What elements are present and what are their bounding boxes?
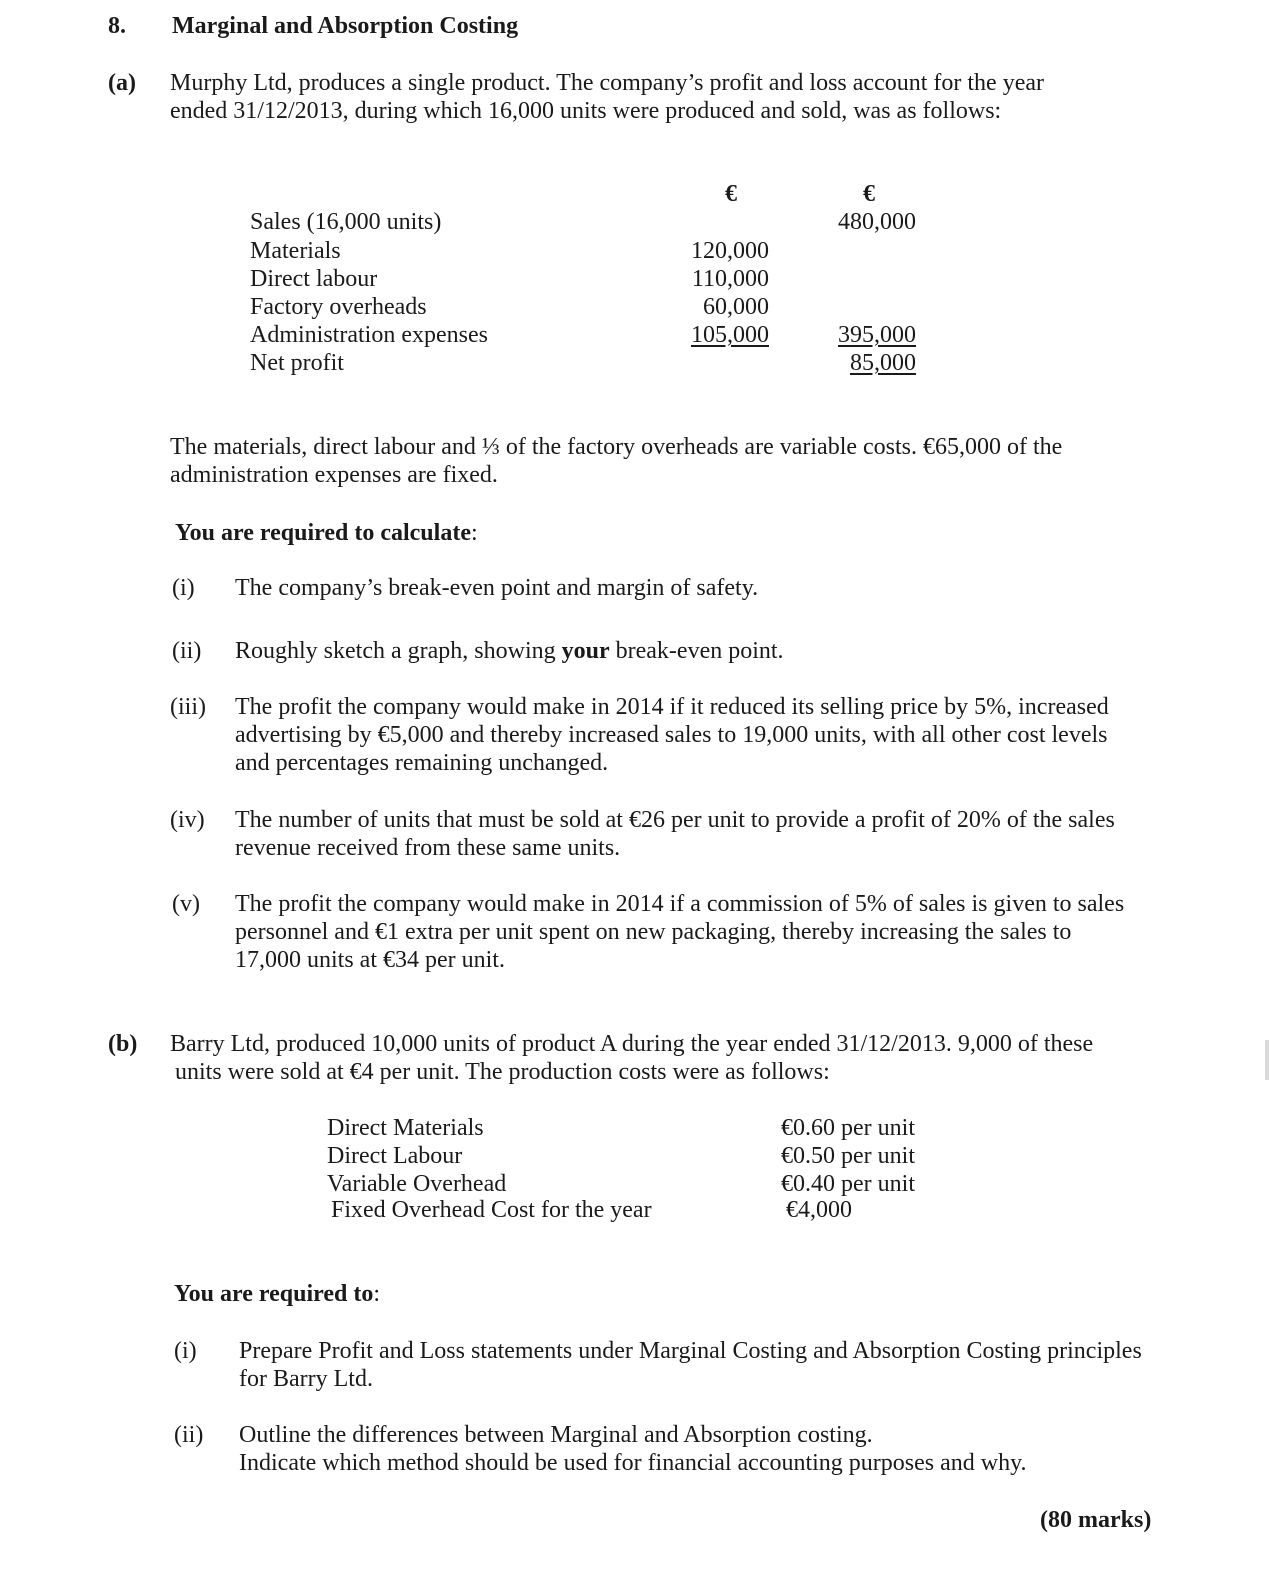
item-text: The number of units that must be sold at €26 per unit to provide a profit of 20% of the sales	[235, 807, 1115, 833]
item-text: revenue received from these same units.	[235, 835, 621, 861]
marks-total: (80 marks)	[1040, 1507, 1152, 1533]
scan-edge-mark	[1265, 1040, 1269, 1080]
part-a-label: (a)	[108, 70, 136, 96]
item-text: 17,000 units at €34 per unit.	[235, 947, 505, 973]
part-a-intro-line-1: Murphy Ltd, produces a single product. The company’s profit and loss account for the year	[170, 70, 1044, 96]
item-label: (i)	[172, 575, 195, 601]
table-row-label: Administration expenses	[250, 322, 488, 348]
item-text: and percentages remaining unchanged.	[235, 750, 609, 776]
item-text: personnel and €1 extra per unit spent on new packaging, thereby increasing the sales to	[235, 919, 1072, 945]
item-text: Indicate which method should be used for financial accounting purposes and why.	[239, 1450, 1027, 1476]
table-row-label: Sales (16,000 units)	[250, 209, 442, 235]
cost-value: €4,000	[786, 1197, 852, 1223]
item-text: The profit the company would make in 2014 if it reduced its selling price by 5%, increased	[235, 694, 1109, 720]
cost-label: Fixed Overhead Cost for the year	[331, 1197, 652, 1223]
part-b-intro-line-2: units were sold at €4 per unit. The production costs were as follows:	[175, 1059, 830, 1085]
cost-label: Direct Labour	[327, 1143, 463, 1169]
table-row-col1: 105,000	[691, 322, 769, 348]
part-a-note-line-1: The materials, direct labour and ⅓ of the factory overheads are variable costs. €65,000 of the	[170, 434, 1063, 460]
cost-value: €0.40 per unit	[781, 1171, 915, 1197]
part-a-required-heading: You are required to calculate:	[175, 520, 478, 546]
part-a-note-line-2: administration expenses are fixed.	[170, 462, 498, 488]
table-row-label: Direct labour	[250, 266, 378, 292]
cost-label: Direct Materials	[327, 1115, 484, 1141]
part-a-intro-line-2: ended 31/12/2013, during which 16,000 units were produced and sold, was as follows:	[170, 98, 1002, 124]
question-title: Marginal and Absorption Costing	[172, 13, 519, 39]
table-row-label: Materials	[250, 238, 341, 264]
part-b-intro-line-1: Barry Ltd, produced 10,000 units of product A during the year ended 31/12/2013. 9,000 of these	[170, 1031, 1094, 1057]
question-number: 8.	[108, 13, 126, 39]
item-text: advertising by €5,000 and thereby increased sales to 19,000 units, with all other cost levels	[235, 722, 1108, 748]
item-text: The profit the company would make in 2014 if a commission of 5% of sales is given to sales	[235, 891, 1125, 917]
item-label: (ii)	[172, 638, 202, 664]
table-row-label: Factory overheads	[250, 294, 427, 320]
table-row-col2: 395,000	[838, 322, 916, 348]
item-text: for Barry Ltd.	[239, 1366, 373, 1392]
table-row-col1: 60,000	[703, 294, 769, 320]
cost-value: €0.50 per unit	[781, 1143, 915, 1169]
table-col1-header: €	[725, 181, 737, 207]
cost-value: €0.60 per unit	[781, 1115, 915, 1141]
item-text: Prepare Profit and Loss statements under Marginal Costing and Absorption Costing principles	[239, 1338, 1142, 1364]
table-row-col1: 110,000	[691, 266, 769, 292]
cost-label: Variable Overhead	[327, 1171, 507, 1197]
table-row-col2: 85,000	[850, 350, 916, 376]
part-b-label: (b)	[108, 1031, 138, 1057]
table-row-col2: 480,000	[838, 209, 916, 235]
item-label: (i)	[174, 1338, 197, 1364]
item-text: The company’s break-even point and margin of safety.	[235, 575, 759, 601]
table-col2-header: €	[863, 181, 875, 207]
item-label: (v)	[172, 891, 200, 917]
part-b-required-heading: You are required to:	[174, 1281, 381, 1307]
item-text: Outline the differences between Marginal and Absorption costing.	[239, 1422, 873, 1448]
table-row-label: Net profit	[250, 350, 344, 376]
item-label: (iii)	[170, 694, 206, 720]
item-label: (ii)	[174, 1422, 204, 1448]
item-label: (iv)	[170, 807, 205, 833]
table-row-col1: 120,000	[691, 238, 769, 264]
item-text: Roughly sketch a graph, showing your break-even point.	[235, 638, 784, 664]
